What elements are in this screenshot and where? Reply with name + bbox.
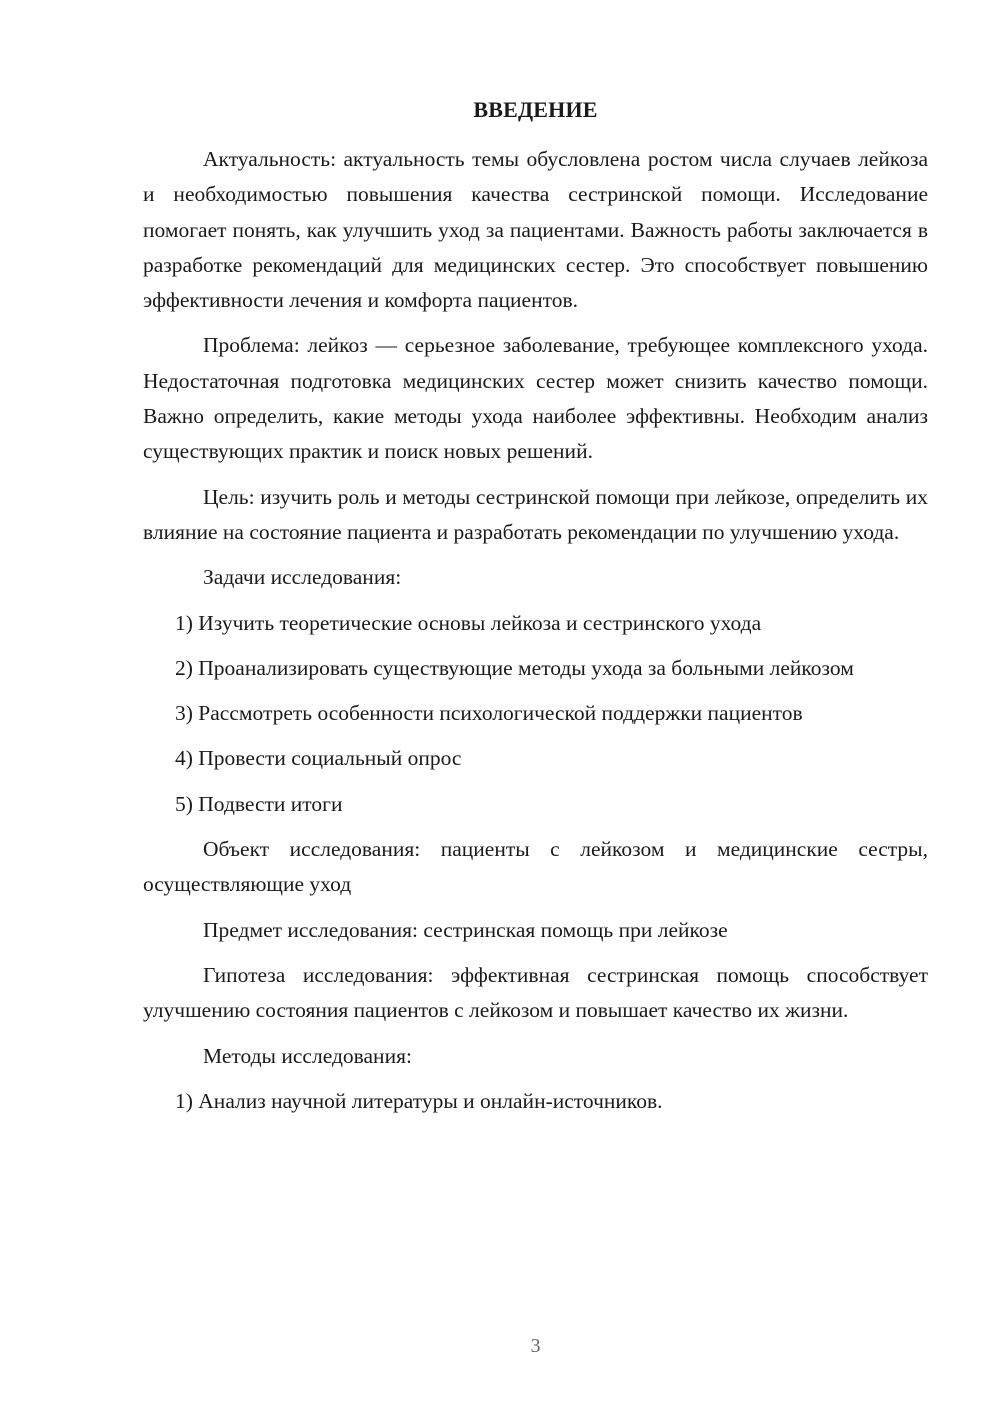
methods-title: Методы исследования:	[203, 1043, 412, 1068]
list-item: 3) Рассмотреть особенности психологической поддержки пациентов	[175, 701, 803, 726]
list-item: 2) Проанализировать существующие методы ухода за больными лейкозом	[175, 655, 854, 680]
list-item: 4) Провести социальный опрос	[175, 746, 462, 771]
body-text	[143, 142, 928, 1129]
list-item: 1) Изучить теоретические основы лейкоза и сестринского ухода	[175, 610, 762, 635]
hypothesis-paragraph: Гипотеза исследования: эффективная сестринская помощь способствует улучшению состояния пациентов с лейкозом и повышает качество их жизни.	[143, 962, 928, 1023]
object-paragraph: Объект исследования: пациенты с лейкозом и медицинские сестры, осуществляющие уход	[143, 837, 928, 897]
tasks-title: Задачи исследования:	[203, 565, 402, 590]
problem-paragraph: Проблема: лейкоз — серьезное заболевание, требующее комплексного ухода. Недостаточная подготовка медицинских сестер может снизить качество помощи. Важно определить, какие методы ухода наиболее эффективны. Необходим анализ существующих практик и поиск новых решений.	[143, 333, 928, 464]
relevance-paragraph: Актуальность: актуальность темы обусловлена ростом числа случаев лейкоза и необходимостью повышения качества сестринской помощи. Исследование помогает понять, как улучшить уход за пациентами. Важность работы заключается в разработке рекомендаций для медицинских сестер. Это способствует повышению эффективности лечения и комфорта пациентов.	[143, 147, 928, 313]
goal-paragraph: Цель: изучить роль и методы сестринской помощи при лейкозе, определить их влияние на состояние пациента и разработать рекомендации по улучшению ухода.	[143, 484, 928, 544]
subject-paragraph: Предмет исследования: сестринская помощь при лейкозе	[203, 917, 728, 942]
section-heading: ВВЕДЕНИЕ	[473, 97, 598, 122]
methods-list	[143, 1084, 928, 1119]
page-number: 3	[530, 1335, 541, 1357]
list-item: 1) Анализ научной литературы и онлайн-источников.	[175, 1088, 663, 1113]
list-item: 5) Подвести итоги	[175, 791, 343, 816]
tasks-list	[143, 606, 928, 822]
document-page	[143, 0, 928, 1414]
